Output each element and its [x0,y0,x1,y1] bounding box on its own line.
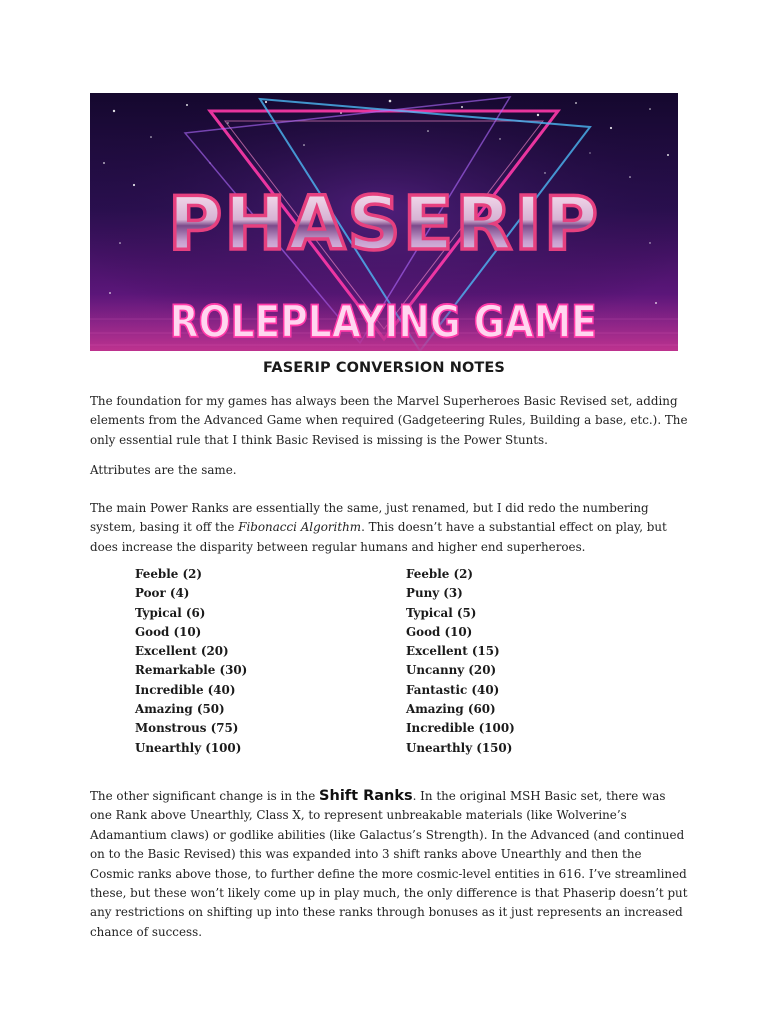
rank-item: Amazing (50) [135,702,225,717]
rank-item: Excellent (20) [135,644,229,659]
original-ranks-list [135,565,247,758]
banner-text [90,93,678,351]
rank-item: Feeble (2) [406,567,473,581]
banner-title: PHASERIP [167,181,601,267]
shift-ranks-text-b: . In the original MSH Basic set, there was one Rank above Unearthly, Class X, to represent unbreakable materials (like Wolverine’s Adamantium claws) or godlike abilities (like Galactus’s Strength). In the Advanced (and continued on to the Basic Revised) this was expanded into 3 shift ranks above Unearthly and then the Cosmic ranks above those, to further define the more cosmic-level entities in 616. I’ve streamlined these, but these won’t likely come up in play much, the only difference is that Phaserip doesn’t put any restrictions on shifting up into these ranks through bonuses as it just represents an increased chance of success. [90,789,688,939]
rank-item: Poor (4) [135,586,190,601]
paragraph-shift-ranks [90,787,688,942]
power-ranks-text-b: . This doesn’t have a substantial effect on play, but does increase the disparity between regular humans and higher end superheroes. [90,520,667,554]
banner-subtitle: ROLEPLAYING GAME [169,295,597,348]
rank-item: Monstrous (75) [135,721,239,736]
power-ranks-text-a: The main Power Ranks are essentially the same, just renamed, but I did redo the numbering system, basing it off the [90,501,649,535]
rank-item: Puny (3) [406,586,463,601]
rank-item: Good (10) [135,624,202,639]
rank-item: Feeble (2) [135,567,202,581]
rank-item: Remarkable (30) [135,663,248,678]
rank-item: Incredible (100) [406,721,515,736]
paragraph-intro: The foundation for my games has always been the Marvel Superheroes Basic Revised set, adding elements from the Advanced Game when required (Gadgeteering Rules, Building a base, etc.). The only essential rule that I think Basic Revised is missing is the Power Stunts. [90,394,688,447]
rank-item: Excellent (15) [406,644,500,659]
rank-item: Good (10) [406,624,473,639]
rank-item: Fantastic (40) [406,682,500,697]
document-title: FASERIP CONVERSION NOTES [263,360,505,376]
rank-item: Unearthly (100) [135,740,242,755]
phaserip-ranks-list [406,565,515,758]
rank-item: Unearthly (150) [406,740,513,755]
rank-item: Incredible (40) [135,682,236,697]
rank-item: Uncanny (20) [406,663,497,678]
rank-item: Typical (5) [406,605,477,620]
rank-item: Amazing (60) [406,702,496,717]
paragraph-attributes: Attributes are the same. [90,463,237,477]
fibonacci-term: Fibonacci Algorithm [238,520,362,535]
shift-ranks-text-a: The other significant change is in the [90,789,320,803]
title-banner [90,93,678,351]
shift-ranks-heading: Shift Ranks [319,788,413,804]
rank-item: Typical (6) [135,605,206,620]
paragraph-power-ranks [90,499,688,557]
